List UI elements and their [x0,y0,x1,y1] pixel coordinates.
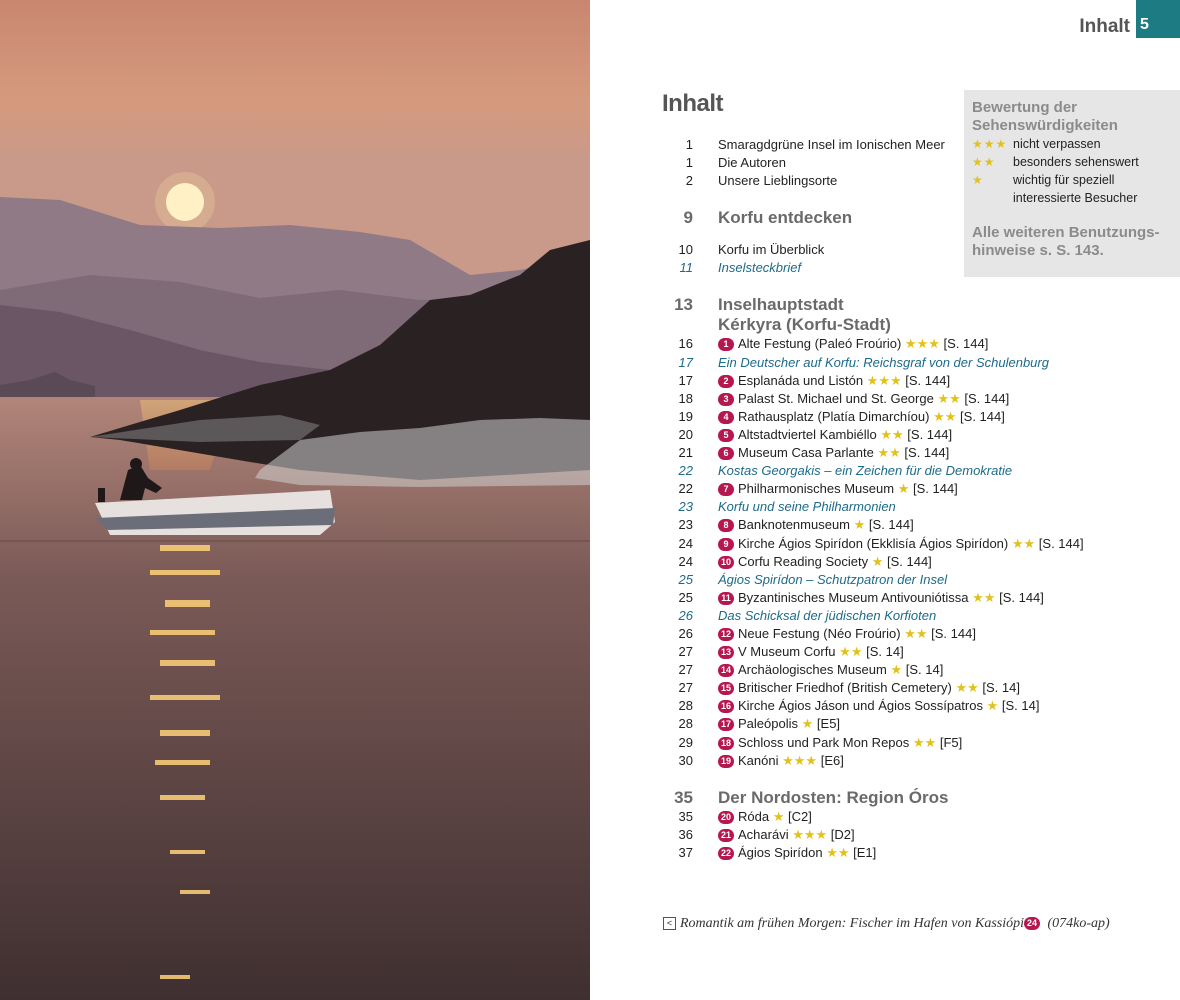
toc-page-number: 17 [678,354,693,370]
rating-stars: ★★ [937,390,961,406]
toc-page-number: 17 [678,372,693,388]
rating-stars: ★★ [1011,535,1036,551]
rating-stars: ★★ [904,625,928,641]
toc-item [670,390,1180,408]
location-badge: 5 [718,429,734,442]
toc-entry [718,808,1180,826]
location-badge: 7 [718,483,734,496]
toc-entry [718,661,1180,679]
toc-item [670,241,1180,259]
toc-entry-title: Museum Casa Parlante [738,445,874,461]
toc-entry-title: Byzantinisches Museum Antivouniótissa [738,589,969,605]
toc-item [670,259,1180,277]
toc-entry-title: Acharávi [738,826,789,842]
toc-entry-title: Ein Deutscher auf Korfu: Reichsgraf von der Schulenburg [718,354,1049,370]
toc-page-number: 21 [678,445,693,461]
header-label: Inhalt [1079,16,1130,37]
toc-item [670,589,1180,607]
rating-stars: ★★ [955,680,979,696]
rating-stars: ★★★ [904,336,940,352]
toc-entry-title: Ágios Spirídon [738,844,823,860]
page-reference: [S. 144] [943,336,989,352]
toc-entry-title: Kirche Ágios Spirídon (Ekklisía Ágios Spirídon) [738,535,1009,551]
toc-entry [718,498,1180,516]
toc-entry-title: Palast St. Michael und St. George [738,390,934,406]
page-title: Inhalt [662,90,723,117]
toc-entry [718,444,1180,462]
toc-page-number: 23 [678,499,693,515]
toc-page-number: 27 [678,662,693,678]
toc-entry [718,553,1180,571]
toc-entry-title: Kirche Ágios Jáson und Ágios Sossípatros [738,698,983,714]
toc-section-number: 13 [674,295,693,315]
toc-item [670,826,1180,844]
toc-page-number: 28 [678,716,693,732]
caption-badge: 24 [1024,917,1040,930]
toc-entry [718,335,1180,353]
photo-caption [663,916,1110,932]
rating-stars: ★★ [933,408,957,424]
location-badge: 12 [718,628,734,641]
location-badge: 11 [718,592,734,605]
toc-entry [718,607,1180,625]
rating-stars: ★★★ [792,826,828,842]
toc-entry-title: Die Autoren [718,155,786,171]
toc-entry [718,625,1180,643]
toc-page-number: 18 [678,390,693,406]
page-reference: [S. 144] [1038,535,1084,551]
rating-stars: ★ [897,481,910,497]
toc-item [670,625,1180,643]
toc-item [670,697,1180,715]
toc-page-number: 30 [678,752,693,768]
location-badge: 22 [718,847,734,860]
toc-page-number: 25 [678,571,693,587]
page-header [1079,0,1180,38]
toc-item [670,154,1180,172]
toc-section-title: Der Nordosten: Region Óros [718,787,949,807]
toc-entry [718,426,1180,444]
toc-entry-title: Esplanáda und Listón [738,372,864,388]
toc-entry-title: Ágios Spirídon – Schutzpatron der Insel [718,571,948,587]
toc-entry-title: Kanóni [738,752,779,768]
location-badge: 1 [718,338,734,351]
toc-page-number: 37 [678,844,693,860]
page-reference: [S. 144] [904,445,950,461]
rating-stars: ★ [871,553,884,569]
legend-text: besonders sehenswert [1013,155,1139,169]
toc-section [670,208,1180,228]
toc-page-number: 2 [685,173,693,189]
toc-page-number: 25 [678,589,693,605]
toc-page-number: 16 [678,336,693,352]
toc-entry-title: Neue Festung (Néo Froúrio) [738,625,901,641]
toc-item [670,498,1180,516]
toc-entry-title: Rathausplatz (Platía Dimarchíou) [738,408,930,424]
toc-page [590,0,1180,1000]
toc-entry-title: Das Schicksal der jüdischen Korfioten [718,607,937,623]
legend-stars: ★ [972,173,984,187]
page-reference: [S. 144] [868,517,914,533]
rating-stars: ★★★ [782,752,818,768]
toc-entry [718,390,1180,408]
rating-stars: ★ [853,517,866,533]
location-badge: 3 [718,393,734,406]
toc-entry [718,679,1180,697]
toc-item [670,408,1180,426]
page-reference: [S. 14] [982,680,1020,696]
toc-entry-title: Korfu im Überblick [718,242,825,258]
toc-entry [718,372,1180,390]
location-badge: 18 [718,737,734,750]
toc-item [670,136,1180,154]
legend-text: interessierte Besucher [1013,191,1138,205]
toc-item [670,752,1180,770]
toc-page-number: 1 [685,137,693,152]
rating-stars: ★★ [912,734,937,750]
toc-item [670,661,1180,679]
page-reference: [E5] [816,716,841,732]
toc-page-number: 22 [678,463,693,479]
toc-item [670,372,1180,390]
toc-entry [718,697,1180,715]
toc-item [670,354,1180,372]
legend-title: Bewertung der Sehenswürdigkeiten [972,99,1118,134]
legend-text: nicht verpassen [1013,137,1101,151]
toc-entry [718,516,1180,534]
toc-entry-title: Archäologisches Museum [738,662,887,678]
toc-page-number: 24 [678,535,693,551]
page-reference: [S. 144] [907,426,953,442]
toc-item [670,808,1180,826]
toc-page-number: 23 [678,517,693,533]
rating-stars: ★★ [880,426,904,442]
caption-code: (074ko-ap) [1047,916,1110,931]
toc-entry-title: Schloss und Park Mon Repos [738,734,910,750]
location-badge: 21 [718,829,734,842]
rating-stars: ★★★ [866,372,902,388]
rating-stars: ★ [986,698,999,714]
toc-item [670,480,1180,498]
toc-page-number: 10 [678,242,693,258]
toc-page-number: 19 [678,408,693,424]
toc-entry-title: Corfu Reading Society [738,553,869,569]
rating-stars: ★★ [826,844,850,860]
arrow-left-icon: < [663,917,676,930]
toc-entry [718,752,1180,770]
location-badge: 16 [718,700,734,713]
toc-page-number: 22 [678,481,693,497]
toc-entry [718,354,1180,372]
legend-stars: ★★ [972,155,996,169]
toc-item [670,172,1180,190]
toc-section-title: Korfu entdecken [718,208,853,228]
location-badge: 17 [718,718,734,731]
page-reference: [S. 144] [912,481,958,497]
toc-item [670,462,1180,480]
toc-page-number: 27 [678,680,693,696]
page-reference: [S. 14] [905,662,944,678]
toc-item [670,643,1180,661]
page-reference: [S. 144] [999,589,1044,605]
location-badge: 2 [718,375,734,388]
toc-entry [718,826,1180,844]
toc-item [670,426,1180,444]
toc-entry-title: Smaragdgrüne Insel im Ionischen Meer [718,137,945,152]
toc-entry-title: Unsere Lieblingsorte [718,173,838,189]
page-reference: [S. 14] [866,644,904,660]
toc-section-number: 35 [674,787,693,807]
location-badge: 8 [718,519,734,532]
legend-stars: ★★★ [972,137,1008,151]
toc-entry [718,154,1180,172]
toc-entry [718,535,1180,553]
rating-stars: ★★ [972,589,996,605]
toc-entry-title: V Museum Corfu [738,644,836,660]
toc-entry [718,715,1180,733]
page-reference: [S. 14] [1001,698,1040,714]
location-badge: 13 [718,646,734,659]
toc-entry [718,462,1180,480]
toc-item [670,844,1180,862]
location-badge: 4 [718,411,734,424]
page-reference: [S. 144] [886,553,932,569]
toc-page-number: 28 [678,698,693,714]
toc-entry [718,589,1180,607]
page-reference: [F5] [939,734,963,750]
rating-stars: ★ [772,808,785,824]
toc-item [670,535,1180,553]
location-badge: 14 [718,664,734,677]
toc-section [670,788,1180,808]
toc-item [670,571,1180,589]
toc-section-title-line: Inselhauptstadt [718,295,844,315]
caption-text: Romantik am frühen Morgen: Fischer im Hafen von Kassiópi [680,916,1024,931]
rating-stars: ★ [890,662,903,678]
toc-entry [718,241,1180,259]
toc-page-number: 26 [678,607,693,623]
toc-entry-title: Inselsteckbrief [718,260,802,276]
location-badge: 19 [718,755,734,768]
toc-entry [718,480,1180,498]
toc-entry [718,259,1180,277]
toc-item [670,715,1180,733]
toc-entry-title: Paleópolis [738,716,798,732]
location-badge: 9 [718,538,734,551]
page-reference: [D2] [830,826,855,842]
toc-item [670,444,1180,462]
toc-entry-title: Róda [738,808,770,824]
toc-item [670,607,1180,625]
page-reference: [S. 144] [905,372,951,388]
rating-stars: ★★ [839,644,863,660]
toc-item [670,679,1180,697]
toc-entry [718,136,1180,154]
toc-page-number: 11 [679,260,693,276]
toc-entry [718,571,1180,589]
toc-item [670,335,1180,353]
toc-page-number: 26 [678,625,693,641]
toc-entry-title: Kostas Georgakis – ein Zeichen für die Demokratie [718,463,1013,479]
location-badge: 20 [718,811,734,824]
toc-page-number: 35 [678,808,693,824]
toc-page-number: 27 [678,644,693,660]
table-of-contents [670,136,1180,862]
toc-entry [718,643,1180,661]
rating-stars: ★★ [877,445,901,461]
toc-entry [718,844,1180,862]
page-reference: [S. 144] [964,390,1010,406]
location-badge: 6 [718,447,734,460]
location-badge: 10 [718,556,734,569]
toc-item [670,553,1180,571]
toc-entry [718,408,1180,426]
legend-footer: Alle weiteren Benutzungs-hinweise s. S. 143. [972,224,1160,259]
toc-entry-title: Banknotenmuseum [738,517,851,533]
toc-section [670,295,1180,335]
page-reference: [S. 144] [931,625,976,641]
toc-section-number: 9 [683,208,693,228]
page-reference: [C2] [787,808,812,824]
toc-page-number: 24 [678,553,693,569]
toc-page-number: 1 [685,155,693,171]
page-reference: [E1] [853,844,877,860]
toc-page-number: 36 [678,826,693,842]
toc-entry [718,734,1180,752]
toc-section-title [718,295,1180,335]
toc-entry-title: Altstadtviertel Kambiéllo [738,426,877,442]
legend-text: wichtig für speziell [1013,173,1115,187]
toc-entry-title: Korfu und seine Philharmonien [718,499,896,515]
page-reference: [E6] [820,752,844,768]
toc-entry-title: Britischer Friedhof (British Cemetery) [738,680,952,696]
toc-section-title-line: Kérkyra (Korfu-Stadt) [718,315,891,335]
page-reference: [S. 144] [960,408,1005,424]
location-badge: 15 [718,682,734,695]
toc-page-number: 29 [678,734,693,750]
toc-entry-title: Alte Festung (Paleó Froúrio) [738,336,902,352]
toc-item [670,734,1180,752]
rating-stars: ★ [801,716,814,732]
page-number: 5 [1136,0,1180,38]
toc-entry [718,172,1180,190]
toc-item [670,516,1180,534]
toc-entry-title: Philharmonisches Museum [738,481,895,497]
toc-page-number: 20 [678,426,693,442]
